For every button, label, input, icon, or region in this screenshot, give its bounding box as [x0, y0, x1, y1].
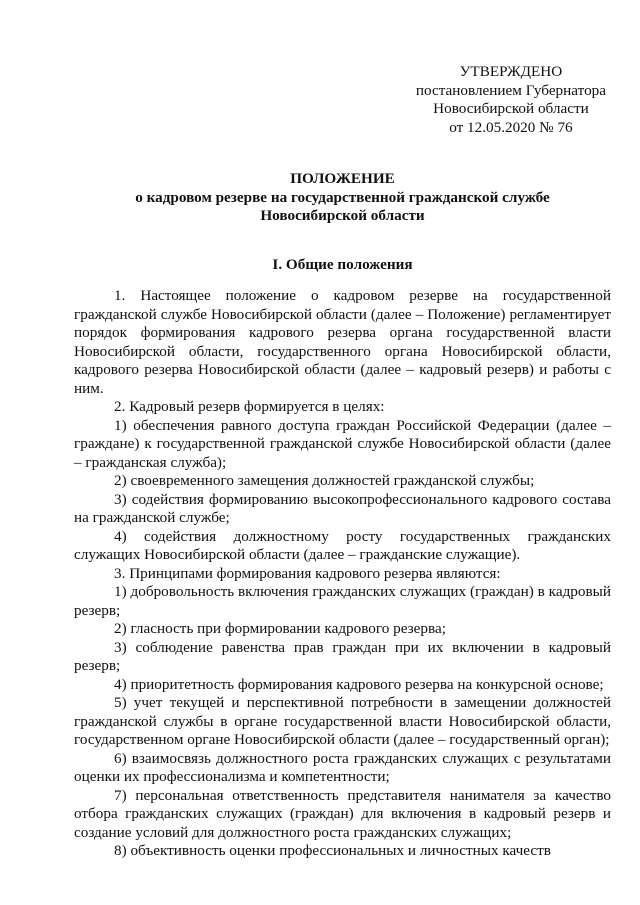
paragraph: 3) соблюдение равенства прав граждан при их включении в кадровый резерв;: [74, 638, 611, 674]
section-title: I. Общие положения: [272, 256, 413, 273]
approval-line-date-number: от 12.05.2020 № 76: [449, 118, 573, 136]
approval-line-decree: постановлением Губернатора: [415, 81, 606, 99]
document-subtitle-line2: Новосибирской области: [260, 207, 425, 224]
paragraph: 3. Принципами формирования кадрового резерва являются:: [114, 564, 501, 582]
paragraph: 7) персональная ответственность представителя нанимателя за качество отбора гражданских служащих (граждан) для включения в кадровый резерв и создание условий для должностного роста гражданских служащих;: [74, 786, 611, 841]
paragraph: 3) содействия формированию высокопрофессионального кадрового состава на гражданской службе;: [74, 490, 611, 526]
approval-stamp: [416, 63, 606, 137]
document-title: ПОЛОЖЕНИЕ: [290, 170, 395, 187]
paragraph: 1) обеспечения равного доступа граждан Российской Федерации (далее – граждане) к государственной гражданской службе Новосибирской области (далее – гражданская служба);: [74, 416, 611, 471]
paragraph: 5) учет текущей и перспективной потребности в замещении должностей гражданской службы в органе государственной власти Новосибирской области, государственном органе Новосибирской области (далее – государственный орган);: [74, 694, 611, 748]
paragraph: 2. Кадровый резерв формируется в целях:: [114, 398, 385, 415]
paragraph: 2) гласность при формировании кадрового резерва;: [114, 620, 446, 637]
paragraph: 2) своевременного замещения должностей гражданской службы;: [114, 472, 535, 489]
paragraph: 4) приоритетность формирования кадрового резерва на конкурсной основе;: [114, 675, 604, 693]
paragraph: 6) взаимосвязь должностного роста гражданских служащих с результатами оценки их профессионализма и компетентности;: [74, 749, 611, 785]
approval-line-approved: УТВЕРЖДЕНО: [459, 63, 563, 80]
approval-line-region: Новосибирской области: [433, 100, 589, 117]
paragraph: 1) добровольность включения гражданских служащих (граждан) в кадровый резерв;: [74, 583, 611, 619]
paragraph: 1. Настоящее положение о кадровом резерве на государственной гражданской службе Новосибирской области (далее – Положение) регламентирует порядок формирования кадрового резерва органа государственной власти Новосибирской области, государственного органа Новосибирской области, кадрового резерва Новосибирской области (далее – кадровый резерв) и работы с ним.: [74, 287, 611, 397]
document-body: [74, 287, 611, 861]
paragraph: 8) объективность оценки профессиональных и личностных качеств: [114, 842, 551, 859]
paragraph: 4) содействия должностному росту государственных гражданских служащих Новосибирской области (далее – гражданские служащие).: [74, 527, 611, 563]
document-heading: [74, 170, 611, 226]
document-subtitle-line1: о кадровом резерве на государственной гражданской службе: [135, 188, 550, 206]
